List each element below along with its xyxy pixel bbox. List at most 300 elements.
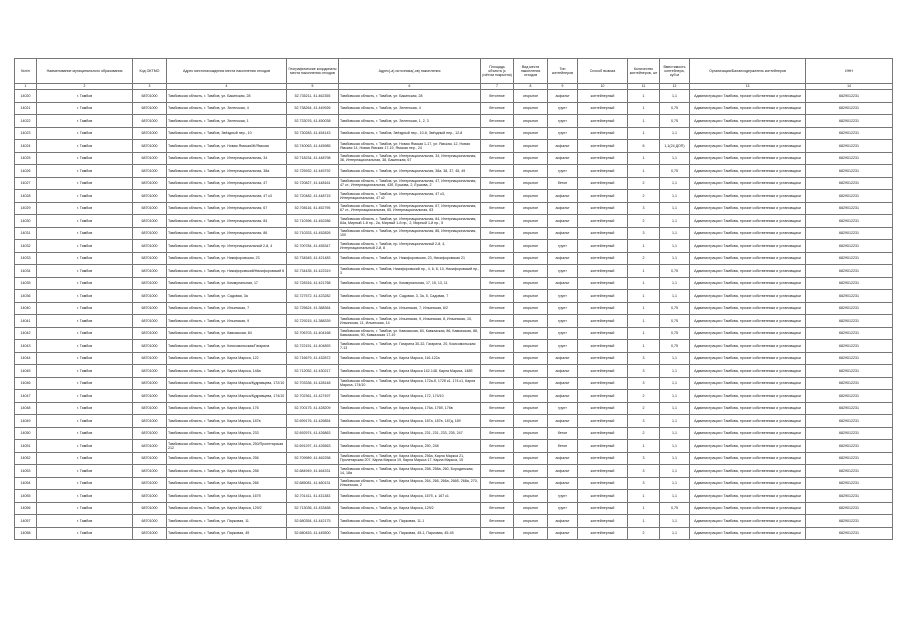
table-cell: Тамбовская область, г. Тамбов, ул. Карла Маркса, 250/Пролетарская 212 xyxy=(167,440,287,453)
table-cell: 1,1 xyxy=(660,365,690,378)
table-cell: контейнерный xyxy=(578,302,628,315)
table-cell: асфальт xyxy=(548,390,578,403)
table-cell: 6829012231 xyxy=(806,165,893,178)
table-cell: Администрация г.Тамбова, прочие собственники и установщики xyxy=(690,165,806,178)
table-cell: Тамбовская область, г. Тамбов, ул. Карла Маркса, 231, 231, 233, 235, 247 xyxy=(339,427,481,440)
table-cell: 1 xyxy=(628,327,660,340)
table-cell: открытое xyxy=(514,327,548,340)
table-row xyxy=(15,165,893,178)
table-cell: бетонное xyxy=(481,240,514,253)
table-cell: Администрация г.Тамбова, прочие собственники и установщики xyxy=(690,452,806,465)
table-cell: 68701000 xyxy=(133,452,167,465)
table-row xyxy=(15,302,893,315)
table-cell: Администрация г.Тамбова, прочие собственники и установщики xyxy=(690,315,806,328)
table-cell: открытое xyxy=(514,115,548,128)
table-cell: 68701000 xyxy=(133,490,167,503)
table-cell: 14027 xyxy=(15,177,37,190)
table-cell: 0,75 xyxy=(660,165,690,178)
table-cell: 1 xyxy=(628,302,660,315)
table-cell: открытое xyxy=(514,152,548,165)
table-cell: г. Тамбов xyxy=(37,215,133,228)
table-cell: контейнерный xyxy=(578,215,628,228)
table-cell: г. Тамбов xyxy=(37,140,133,153)
table-cell: грунт xyxy=(548,115,578,128)
table-cell: 6829012231 xyxy=(806,127,893,140)
table-cell: 3 xyxy=(628,477,660,490)
table-cell: 14028 xyxy=(15,190,37,203)
table-cell: Тамбовская область, г. Тамбов, ул. Карла Маркса 142-148, Карла Маркса, 148б xyxy=(339,365,481,378)
table-cell: 52.685081, 41.460131 xyxy=(287,477,339,490)
table-cell: 6829012231 xyxy=(806,227,893,240)
table-row xyxy=(15,265,893,278)
table-row xyxy=(15,240,893,253)
table-cell: контейнерный xyxy=(578,365,628,378)
table-cell: контейнерный xyxy=(578,190,628,203)
table-cell: 3 xyxy=(628,365,660,378)
table-cell: 68701000 xyxy=(133,527,167,540)
column-header: Вид места накопления отходов xyxy=(514,59,548,84)
table-cell: асфальт xyxy=(548,365,578,378)
table-cell: 14026 xyxy=(15,165,37,178)
table-cell: 68701000 xyxy=(133,302,167,315)
table-cell: 0,75 xyxy=(660,102,690,115)
table-cell: 14034 xyxy=(15,265,37,278)
table-cell: 2 xyxy=(628,215,660,228)
table-cell: 14050 xyxy=(15,427,37,440)
table-cell: контейнерный xyxy=(578,152,628,165)
header-row xyxy=(15,59,893,84)
table-cell: 1,1 xyxy=(660,227,690,240)
table-cell: Тамбовская область, г. Тамбов, ул. Интернациональная, 47 к3, Интернациональная, 47 к2 xyxy=(339,190,481,203)
table-row xyxy=(15,215,893,228)
column-header: Способ вывоза xyxy=(578,59,628,84)
table-cell: асфальт xyxy=(548,515,578,528)
table-row xyxy=(15,365,893,378)
table-cell: 52.710396, 41.452286 xyxy=(287,215,339,228)
table-cell: открытое xyxy=(514,440,548,453)
table-row xyxy=(15,415,893,428)
table-cell: 6829012231 xyxy=(806,402,893,415)
table-cell: г. Тамбов xyxy=(37,152,133,165)
column-number: 5 xyxy=(287,84,339,90)
table-cell: бетонное xyxy=(481,340,514,353)
table-cell: открытое xyxy=(514,277,548,290)
table-cell: Тамбовская область, г. Тамбов, ул. Кавказская, 84 xyxy=(167,327,287,340)
table-cell: г. Тамбов xyxy=(37,315,133,328)
table-cell: 1 xyxy=(628,515,660,528)
table-cell: 14048 xyxy=(15,402,37,415)
table-cell: Тамбовская область, г. Тамбов, ул. Карла Маркса, 176а, 176б, 176в xyxy=(339,402,481,415)
table-cell: 52.716679, 41.432872 xyxy=(287,352,339,365)
table-cell: 14054 xyxy=(15,477,37,490)
column-number: 7 xyxy=(481,84,514,90)
table-cell: 6829012231 xyxy=(806,152,893,165)
table-cell: 14025 xyxy=(15,152,37,165)
table-cell: грунт xyxy=(548,402,578,415)
table-cell: 1,1 xyxy=(660,290,690,303)
table-cell: Тамбовская область, г. Тамбов, Звёздный пер., 10 xyxy=(167,127,287,140)
column-number: 8 xyxy=(514,84,548,90)
table-cell: Тамбовская область, г. Тамбов, ул. Карла Маркса, 172а-б, 172б к1, 174 к1, Карла Маркса, 174/10 xyxy=(339,377,481,390)
table-cell: 14043 xyxy=(15,340,37,353)
table-cell: грунт xyxy=(548,265,578,278)
table-cell: Тамбовская область, г. Тамбов, ул. Садовая, 3, 3а, 5, Садовая, 7 xyxy=(339,290,481,303)
table-cell: 52.702361, 41.427497 xyxy=(287,390,339,403)
table-cell: Администрация г.Тамбова, прочие собственники и установщики xyxy=(690,115,806,128)
column-header: Площадь объекта (с учётом покрытия) xyxy=(481,59,514,84)
table-cell: Тамбовская область, г. Тамбов, ул. Никифоровская, 23 xyxy=(167,252,287,265)
table-cell: г. Тамбов xyxy=(37,165,133,178)
table-cell: 1,1(24 ДОП) xyxy=(660,140,690,153)
table-cell: 52.703336, 41.428148 xyxy=(287,377,339,390)
table-cell: 1,1 xyxy=(660,515,690,528)
table-cell: 52.733076, 41.450038 xyxy=(287,115,339,128)
table-cell: Тамбовская область, г. Тамбов, ул. Карла Маркса/Кудрявцева, 172/10 xyxy=(167,377,287,390)
table-cell: 1,1 xyxy=(660,277,690,290)
table-cell: контейнерный xyxy=(578,452,628,465)
table-cell: 52.680453, 41.445500 xyxy=(287,527,339,540)
table-cell: 1,1 xyxy=(660,427,690,440)
table-cell: грунт xyxy=(548,502,578,515)
table-cell: 52.728316, 41.421768 xyxy=(287,277,339,290)
table-cell: Тамбовская область, г. Тамбов, ул. Ильинская, 9, Ильинская, 8, Ильинская, 10, Ильинская, 11, Ильинская, 14 xyxy=(339,315,481,328)
table-cell: 6829012231 xyxy=(806,277,893,290)
table-cell: 1 xyxy=(628,290,660,303)
table-cell: асфальт xyxy=(548,465,578,478)
table-cell: 52.729215, 41.388339 xyxy=(287,315,339,328)
table-cell: 52.712052, 41.430217 xyxy=(287,365,339,378)
table-cell: открытое xyxy=(514,240,548,253)
table-cell: 6829012231 xyxy=(806,252,893,265)
table-cell: Тамбовская область, г. Тамбов, ул. Ильинская, 7, Ильинская, 6/2 xyxy=(339,302,481,315)
table-cell: г. Тамбов xyxy=(37,377,133,390)
table-cell: 6829012231 xyxy=(806,465,893,478)
table-cell: 1,1 xyxy=(660,527,690,540)
table-cell: открытое xyxy=(514,265,548,278)
table-cell: 14047 xyxy=(15,390,37,403)
column-header: Количество контейнеров, шт xyxy=(628,59,660,84)
table-cell: 52.691297, 41.426563 xyxy=(287,440,339,453)
table-cell: 2 xyxy=(628,177,660,190)
table-cell: Тамбовская область, г. Тамбов, пр. Интернациональный 2-й, 4 xyxy=(167,240,287,253)
waste-sites-table xyxy=(14,58,893,540)
table-cell: 14040 xyxy=(15,302,37,315)
table-row xyxy=(15,465,893,478)
column-number: 11 xyxy=(628,84,660,90)
table-cell: контейнерный xyxy=(578,490,628,503)
table-cell: асфальт xyxy=(548,140,578,153)
table-cell: 68701000 xyxy=(133,340,167,353)
table-cell: Администрация г.Тамбова, прочие собственники и установщики xyxy=(690,202,806,215)
table-cell: Администрация г.Тамбова, прочие собственники и установщики xyxy=(690,477,806,490)
table-cell: контейнерный xyxy=(578,240,628,253)
table-cell: г. Тамбов xyxy=(37,527,133,540)
table-cell: открытое xyxy=(514,302,548,315)
table-cell: 3 xyxy=(628,415,660,428)
table-cell: Тамбовская область, г. Тамбов, ул. Кавказская, 84, Кавказская, 86, Кавказская, 88, Кавказская, 90, Кавказская 17-19 xyxy=(339,327,481,340)
table-cell: Тамбовская область, г. Тамбов, ул. Ильинская, 7 xyxy=(167,302,287,315)
column-header: Организация/Балансодержатель контейнеров xyxy=(690,59,806,84)
table-cell: Тамбовская область, г. Тамбов, ул. Карла Маркса, 266 xyxy=(167,477,287,490)
table-cell: 14029 xyxy=(15,202,37,215)
table-cell: бетонное xyxy=(481,440,514,453)
table-cell: 3 xyxy=(628,465,660,478)
table-row xyxy=(15,277,893,290)
column-number: 4 xyxy=(167,84,287,90)
table-cell: Тамбовская область, г. Тамбов, ул. Карла Маркса, 148а xyxy=(167,365,287,378)
table-cell: Тамбовская область, г. Тамбов, ул. Интернациональная, 47 к3 xyxy=(167,190,287,203)
table-cell: контейнерный xyxy=(578,327,628,340)
table-cell: открытое xyxy=(514,527,548,540)
table-row xyxy=(15,440,893,453)
table-cell: 1,1 xyxy=(660,90,690,103)
table-cell: 1,1 xyxy=(660,202,690,215)
table-row xyxy=(15,352,893,365)
table-cell: 14030 xyxy=(15,215,37,228)
table-cell: Тамбовская область, г. Тамбов, ул. Карла Маркса, 187а, 187в, 187д, 189 xyxy=(339,415,481,428)
table-cell: грунт xyxy=(548,302,578,315)
table-cell: бетон xyxy=(548,427,578,440)
table-cell: Тамбовская область, г. Тамбов, ул. Новая Ямская/Ж/Ямская xyxy=(167,140,287,153)
table-cell: 14032 xyxy=(15,240,37,253)
table-cell: 1,1 xyxy=(660,190,690,203)
table-cell: бетонное xyxy=(481,502,514,515)
table-cell: контейнерный xyxy=(578,227,628,240)
table-cell: 52.710333, 41.452826 xyxy=(287,227,339,240)
column-number: 13 xyxy=(690,84,806,90)
table-cell: открытое xyxy=(514,252,548,265)
table-cell: Тамбовская область, г. Тамбов, ул. Коммунальная, 17 xyxy=(167,277,287,290)
table-cell: Тамбовская область, г. Тамбов, ул. Зеленская, 4 xyxy=(167,102,287,115)
table-cell: Администрация г.Тамбова, прочие собственники и установщики xyxy=(690,327,806,340)
table-cell: 68701000 xyxy=(133,515,167,528)
table-cell: 1,1 xyxy=(660,252,690,265)
table-cell: асфальт xyxy=(548,527,578,540)
table-cell: 6829012231 xyxy=(806,240,893,253)
column-header: Адрес местонахождения места накопления отходов xyxy=(167,59,287,84)
table-cell: 68701000 xyxy=(133,265,167,278)
table-cell: контейнерный xyxy=(578,477,628,490)
table-cell: контейнерный xyxy=(578,402,628,415)
table-cell: открытое xyxy=(514,290,548,303)
table-cell: 6829012231 xyxy=(806,327,893,340)
table-cell: 1,1 xyxy=(660,152,690,165)
table-cell: 52.680354, 41.442175 xyxy=(287,515,339,528)
table-cell: 52.725624, 41.388364 xyxy=(287,302,339,315)
table-cell: 6829012231 xyxy=(806,390,893,403)
table-cell: 1,1 xyxy=(660,452,690,465)
table-cell: 52.720482, 41.448715 xyxy=(287,190,339,203)
table-cell: Тамбовская область, г. Тамбов, ул. Бакинская, 28 xyxy=(167,90,287,103)
table-cell: открытое xyxy=(514,202,548,215)
table-cell: 14049 xyxy=(15,415,37,428)
table-row xyxy=(15,527,893,540)
table-cell: грунт xyxy=(548,165,578,178)
table-cell: Администрация г.Тамбова, прочие собственники и установщики xyxy=(690,515,806,528)
table-cell: Администрация г.Тамбова, прочие собственники и установщики xyxy=(690,427,806,440)
table-row xyxy=(15,177,893,190)
table-cell: Тамбовская область, г. Тамбов, ул. Интернациональная, 38а, 38, 37, 45, 49 xyxy=(339,165,481,178)
table-row xyxy=(15,452,893,465)
table-cell: контейнерный xyxy=(578,290,628,303)
table-cell: Тамбовская область, г. Тамбов, ул. Карла Маркса, 129/2 xyxy=(167,502,287,515)
table-cell: бетонное xyxy=(481,452,514,465)
table-cell: Тамбовская область, г. Тамбов, ул. Карла Маркса, 176 xyxy=(167,402,287,415)
table-cell: г. Тамбов xyxy=(37,327,133,340)
table-cell: контейнерный xyxy=(578,377,628,390)
table-cell: 68701000 xyxy=(133,327,167,340)
table-cell: открытое xyxy=(514,177,548,190)
table-cell: открытое xyxy=(514,215,548,228)
table-cell: 6829012231 xyxy=(806,477,893,490)
table-cell: 14051 xyxy=(15,440,37,453)
table-cell: 52.700175, 41.428209 xyxy=(287,402,339,415)
table-row xyxy=(15,152,893,165)
table-cell: открытое xyxy=(514,477,548,490)
table-cell: асфальт xyxy=(548,152,578,165)
table-cell: открытое xyxy=(514,190,548,203)
table-cell: Тамбовская область, г. Тамбов, ул. Интернациональная, 47, Интернациональная, 47 ст., Интернациональная, 43б, Ершова, 2, Ершова, 2 xyxy=(339,177,481,190)
table-row xyxy=(15,402,893,415)
table-cell: 14031 xyxy=(15,227,37,240)
table-cell: г. Тамбов xyxy=(37,390,133,403)
table-row xyxy=(15,127,893,140)
table-cell: 0,75 xyxy=(660,502,690,515)
table-cell: 68701000 xyxy=(133,377,167,390)
table-cell: г. Тамбов xyxy=(37,90,133,103)
table-cell: асфальт xyxy=(548,252,578,265)
table-cell: 6829012231 xyxy=(806,415,893,428)
table-cell: контейнерный xyxy=(578,277,628,290)
table-cell: г. Тамбов xyxy=(37,415,133,428)
table-cell: 0,75 xyxy=(660,327,690,340)
table-cell: контейнерный xyxy=(578,102,628,115)
table-cell: 1,1 xyxy=(660,240,690,253)
table-cell: 6829012231 xyxy=(806,177,893,190)
table-cell: 0,75 xyxy=(660,302,690,315)
table-cell: открытое xyxy=(514,490,548,503)
table-cell: бетонное xyxy=(481,402,514,415)
table-cell: 14053 xyxy=(15,465,37,478)
table-cell: 52.725932, 41.445792 xyxy=(287,165,339,178)
table-cell: открытое xyxy=(514,515,548,528)
table-cell: Администрация г.Тамбова, прочие собственники и установщики xyxy=(690,402,806,415)
table-row xyxy=(15,377,893,390)
table-cell: асфальт xyxy=(548,477,578,490)
table-cell: Тамбовская область, г. Тамбов, ул. Карла Маркса, 250, 248 xyxy=(339,440,481,453)
table-cell: 52.709989, 41.462258 xyxy=(287,452,339,465)
table-cell: г. Тамбов xyxy=(37,465,133,478)
table-cell: г. Тамбов xyxy=(37,177,133,190)
table-cell: 14042 xyxy=(15,327,37,340)
table-cell: бетонное xyxy=(481,490,514,503)
table-cell: открытое xyxy=(514,390,548,403)
table-cell: открытое xyxy=(514,365,548,378)
table-cell: 6829012231 xyxy=(806,452,893,465)
table-cell: Администрация г.Тамбова, прочие собственники и установщики xyxy=(690,90,806,103)
table-cell: г. Тамбов xyxy=(37,252,133,265)
table-cell: 52.722151, 41.404893 xyxy=(287,340,339,353)
table-cell: контейнерный xyxy=(578,527,628,540)
table-cell: 2 xyxy=(628,402,660,415)
column-number: 3 xyxy=(133,84,167,90)
table-cell: контейнерный xyxy=(578,165,628,178)
table-cell: Тамбовская область, г. Тамбов, ул. Ильинская, 9 xyxy=(167,315,287,328)
table-cell: 14058 xyxy=(15,527,37,540)
table-cell: контейнерный xyxy=(578,115,628,128)
table-cell: 2 xyxy=(628,390,660,403)
table-cell: 6829012231 xyxy=(806,352,893,365)
table-cell: 6829012231 xyxy=(806,315,893,328)
table-cell: 1,1 xyxy=(660,440,690,453)
table-cell: Администрация г.Тамбова, прочие собственники и установщики xyxy=(690,302,806,315)
table-cell: Тамбовская область, г. Тамбов, ул. Гагарина 30-32, Гагарина, 20, Комсомольская 7-13 xyxy=(339,340,481,353)
table-cell: открытое xyxy=(514,140,548,153)
table-cell: Тамбовская область, г. Тамбов, ул. Интернациональная, 34 xyxy=(167,152,287,165)
table-cell: асфальт xyxy=(548,227,578,240)
table-cell: Тамбовская область, г. Тамбов, ул. Карла Маркса, 233 xyxy=(167,427,287,440)
table-cell: 68701000 xyxy=(133,352,167,365)
table-cell: Тамбовская область, г. Тамбов, ул. Карла Маркса/Кудрявцева, 174/10 xyxy=(167,390,287,403)
table-cell: Тамбовская область, г. Тамбов, ул. Бакинская, 28 xyxy=(339,90,481,103)
table-cell: асфальт xyxy=(548,215,578,228)
table-cell: 68701000 xyxy=(133,165,167,178)
table-cell: г. Тамбов xyxy=(37,102,133,115)
table-cell: асфальт xyxy=(548,277,578,290)
table-cell: г. Тамбов xyxy=(37,265,133,278)
table-cell: бетонное xyxy=(481,477,514,490)
table-cell: бетонное xyxy=(481,227,514,240)
table-cell: асфальт xyxy=(548,415,578,428)
table-cell: Тамбовская область, г. Тамбов, ул. Интернациональная, 84 xyxy=(167,215,287,228)
table-cell: Администрация г.Тамбова, прочие собственники и установщики xyxy=(690,465,806,478)
table-cell: контейнерный xyxy=(578,465,628,478)
table-cell: контейнерный xyxy=(578,252,628,265)
table-cell: Администрация г.Тамбова, прочие собственники и установщики xyxy=(690,177,806,190)
table-cell: 1,1 xyxy=(660,415,690,428)
table-cell: асфальт xyxy=(548,352,578,365)
table-cell: Администрация г.Тамбова, прочие собственники и установщики xyxy=(690,365,806,378)
table-cell: Тамбовская область, г. Тамбов, ул. Карла Маркса, 264, 266, 266а, 266б, 268а, 270, Ильинская, 2 xyxy=(339,477,481,490)
table-cell: Тамбовская область, г. Тамбов, ул. Карла Маркса, 256а, Карла Маркса 21, Пролетарская 207, Карла Маркса 19, Карла Маркса 17, Карла Маркса, 15 xyxy=(339,452,481,465)
table-cell: 52.720827, 41.448161 xyxy=(287,177,339,190)
table-cell: 68701000 xyxy=(133,440,167,453)
table-cell: 1,1 xyxy=(660,177,690,190)
table-cell: 14035 xyxy=(15,277,37,290)
table-cell: г. Тамбов xyxy=(37,402,133,415)
table-cell: 6829012231 xyxy=(806,290,893,303)
table-cell: Администрация г.Тамбова, прочие собственники и установщики xyxy=(690,527,806,540)
table-row xyxy=(15,290,893,303)
table-row xyxy=(15,315,893,328)
table-cell: 2 xyxy=(628,252,660,265)
table-cell: Тамбовская область, г. Тамбов, ул. Интернациональная, 86 xyxy=(167,227,287,240)
table-cell: г. Тамбов xyxy=(37,227,133,240)
table-cell: 1 xyxy=(628,265,660,278)
table-cell: открытое xyxy=(514,465,548,478)
table-cell: 0,75 xyxy=(660,315,690,328)
table-cell: 68701000 xyxy=(133,140,167,153)
table-cell: 68701000 xyxy=(133,102,167,115)
column-header: №п/п xyxy=(15,59,37,84)
table-cell: 68701000 xyxy=(133,477,167,490)
table-cell: 1,1 xyxy=(660,402,690,415)
table-cell: 6829012231 xyxy=(806,102,893,115)
table-cell: г. Тамбов xyxy=(37,490,133,503)
table-cell: бетонное xyxy=(481,190,514,203)
table-cell: 52.735211, 41.462355 xyxy=(287,90,339,103)
table-cell: контейнерный xyxy=(578,90,628,103)
